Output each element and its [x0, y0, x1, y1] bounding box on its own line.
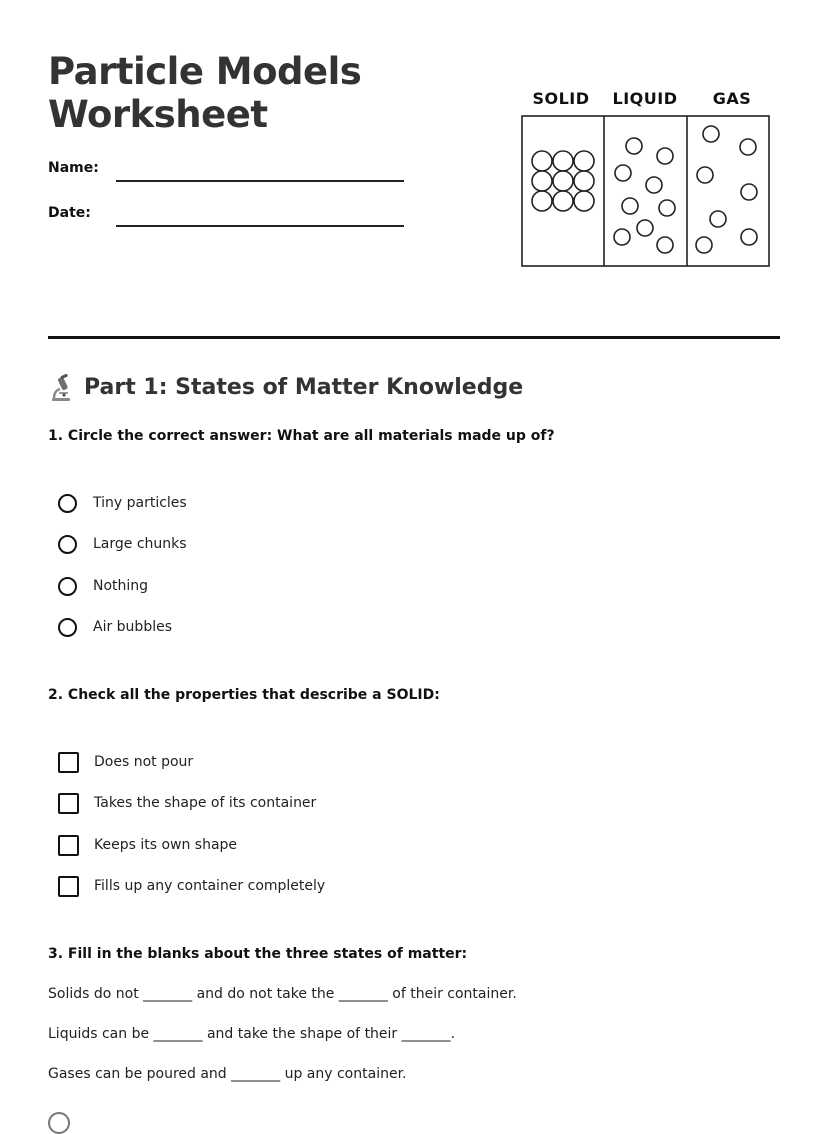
checkbox[interactable] [58, 876, 79, 897]
q2-option-2[interactable] [58, 791, 316, 815]
part1-heading [48, 372, 523, 404]
particle-diagram [510, 82, 780, 274]
name-field[interactable] [116, 180, 404, 182]
radio-button[interactable] [58, 535, 77, 554]
date-label: Date: [48, 205, 91, 221]
checkbox[interactable] [58, 835, 79, 856]
part1-heading-text: Part 1: States of Matter Knowledge [84, 375, 524, 400]
option-label: Fills up any container completely [94, 878, 326, 894]
q1-option-4[interactable] [58, 615, 172, 639]
question-3: 3. Fill in the blanks about the three states of matter: [48, 946, 468, 962]
radio-button[interactable] [58, 618, 77, 637]
solid-label: SOLID [532, 89, 590, 108]
title-line-2: Worksheet [48, 93, 268, 136]
fill-blank-gases[interactable]: Gases can be poured and _______ up any container. [48, 1066, 407, 1082]
name-label: Name: [48, 160, 99, 176]
radio-button[interactable] [58, 494, 77, 513]
option-label: Air bubbles [93, 619, 173, 635]
microscope-icon [48, 374, 74, 402]
checkbox[interactable] [58, 752, 79, 773]
gas-label: GAS [712, 89, 752, 108]
q1-option-2[interactable] [58, 532, 187, 556]
solid-particles [532, 151, 594, 211]
checkbox[interactable] [58, 793, 79, 814]
q2-option-1[interactable] [58, 750, 193, 774]
question-2: 2. Check all the properties that describe a SOLID: [48, 687, 440, 703]
option-label: Large chunks [93, 536, 187, 552]
cutoff-circle-icon [48, 1112, 70, 1134]
date-field[interactable] [116, 225, 404, 227]
option-label: Tiny particles [93, 495, 187, 511]
q1-option-1[interactable] [58, 491, 187, 515]
radio-button[interactable] [58, 577, 77, 596]
section-divider [48, 336, 780, 339]
particle-boxes [510, 82, 780, 274]
q1-option-3[interactable] [58, 574, 148, 598]
liquid-label: LIQUID [612, 89, 678, 108]
q2-option-3[interactable] [58, 833, 237, 857]
fill-blank-liquids[interactable]: Liquids can be _______ and take the shape of their _______. [48, 1026, 456, 1042]
question-1: 1. Circle the correct answer: What are all materials made up of? [48, 428, 555, 444]
title-line-1: Particle Models [48, 50, 362, 93]
q2-option-4[interactable] [58, 874, 325, 898]
fill-blank-solids[interactable]: Solids do not _______ and do not take the _______ of their container. [48, 986, 517, 1002]
page-title [48, 50, 361, 136]
option-label: Takes the shape of its container [94, 795, 317, 811]
liquid-particles [614, 138, 675, 253]
option-label: Does not pour [94, 754, 194, 770]
option-label: Nothing [93, 578, 149, 594]
option-label: Keeps its own shape [94, 837, 238, 853]
gas-particles [696, 126, 757, 253]
